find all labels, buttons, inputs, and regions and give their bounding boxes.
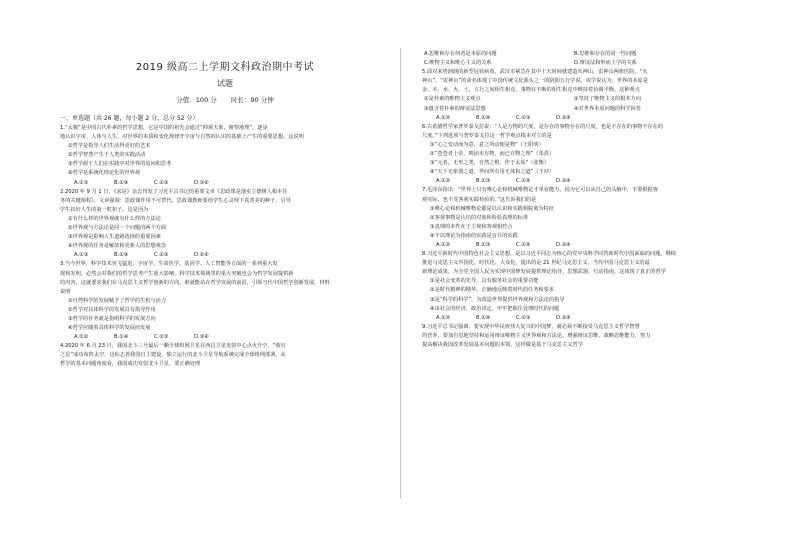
question-option: ②坚持了唯物主义的根本方向 — [574, 96, 641, 103]
question-option: ①自然科学的发展赋予了哲学的生机与活力 — [68, 297, 167, 304]
answer-choice: A.①② — [436, 178, 451, 185]
question-stem-line: 2.2020 年 9 月 1 日，《求是》杂志刊发了习近平总书记的重要文章《思政课是落实立德树人根本任 — [60, 188, 288, 195]
answer-choice: A.①② — [74, 179, 89, 186]
question-option: ②是时代精神的精华，正确地反映着时代的任务和要求 — [430, 287, 554, 294]
question-stem-line: 尺度。”下列选项与普罗泰戈拉这一哲学观点根本对立的是 — [422, 132, 552, 139]
answer-choice: D.③④ — [556, 314, 571, 321]
answer-choice: A.①② — [436, 314, 451, 321]
question-stem-line: 说明 — [60, 288, 71, 295]
carryover-option-row — [422, 59, 752, 68]
answer-choice: D.③④ — [194, 334, 209, 341]
answer-choice: D.③④ — [194, 179, 209, 186]
column-divider — [400, 48, 401, 498]
answer-choice: C.②③ — [154, 179, 169, 186]
section-heading: 一、单选题（共 26 题，每小题 2 分，总分 52 分） — [60, 115, 199, 122]
answer-choice: C.②③ — [516, 114, 531, 121]
time-label: 时长：90 分钟 — [230, 96, 274, 104]
question-option: ②“苍苍者上帝，则固未有物，而已有物之理”（朱熹） — [430, 151, 555, 158]
left-question-1 — [60, 124, 390, 188]
answer-choice: C.②③ — [154, 334, 169, 341]
question-stem-line: 9.习近平总书记强调，要实现中华民族伟大复兴的中国梦，就必须不断接受马克思主义哲学智慧 — [422, 323, 640, 330]
right-question-5 — [422, 323, 752, 350]
question-option-row — [422, 105, 752, 114]
answer-choice: C.②③ — [154, 252, 169, 259]
answer-choice: D.③④ — [556, 241, 571, 248]
question-stem-line: 金、木、水、火、土，五行之间相生相克，事物在不断的相生相克中维持着协调平衡。这种观点 — [422, 87, 640, 94]
question-option: ①“心之变动而为意，意之所动便是物”（王阳明） — [430, 141, 544, 148]
question-option: ③“元者，无形之类，自然之根，作于太始”（张衡） — [430, 160, 549, 167]
question-option: D.辩证法和形而上学的关系 — [574, 60, 637, 67]
right-column — [422, 50, 752, 350]
score-label: 分值：100 分 — [176, 96, 217, 104]
answer-choices — [422, 177, 752, 186]
answer-choices — [60, 251, 390, 260]
exam-title: 2019 级高二上学期文科政治期中考试 — [135, 62, 315, 73]
exam-subtitle: 试题 — [217, 79, 233, 88]
answer-choice: B.①④ — [114, 179, 129, 186]
question-option: ③哲学的任务就是指明科学的发展方向 — [68, 315, 156, 322]
left-question-4 — [60, 342, 390, 369]
question-stem-line: 的内容，这就要求我们在马克思主义哲学创新的方向，谁就能站在哲学发展的前沿，引领当代中国哲学创新发展。材料 — [60, 279, 330, 286]
left-column — [60, 124, 390, 370]
question-stem-line: 6.古希腊哲学家普罗泰戈拉说：“人是万物的尺度，是存在的事物存在的尺度，也是不存在的事物不存在的 — [422, 123, 664, 130]
answer-choice: D.②④ — [194, 252, 209, 259]
question-stem-line: 观实际，也不受客观实践检验的。”这告诉我们的是 — [422, 196, 537, 203]
question-option: ④哲学是系统化理论化的世界观 — [68, 170, 141, 177]
answer-choices — [422, 314, 752, 323]
left-question-2 — [60, 188, 390, 261]
exam-meta — [60, 95, 390, 104]
question-option: ④不以理论为指南的实践是盲目的实践 — [430, 232, 518, 239]
answer-choice: B.①④ — [114, 334, 129, 341]
question-option: B.思维和存在的同一性问题 — [574, 51, 637, 57]
question-option: ④“天下无象器之道，世间所有用无体和之道”（王冲） — [430, 169, 555, 176]
question-option: ②客观事物是认识的对象和检验真理的标准 — [430, 214, 529, 221]
answer-choice: A.①② — [436, 114, 451, 121]
right-question-4 — [422, 250, 752, 323]
answer-choices — [60, 179, 390, 188]
answer-choice: B.①④ — [476, 314, 491, 321]
answer-choice: C.②④ — [516, 178, 531, 185]
question-stem-line: 7.毛泽东指出：“世界上只有唯心论和机械唯物论才单看能力，因为它可以从自己的头脑中，不要根据客 — [422, 187, 658, 194]
right-question-3 — [422, 186, 752, 250]
answer-choice: B.①④ — [114, 252, 129, 259]
question-stem-line: 哲学的基本问题角度看，我国成功发射北斗卫星，要正确处理 — [60, 361, 201, 368]
answer-choice: A.①② — [436, 241, 451, 248]
question-option: C.唯物主义和唯心主义的关系 — [424, 60, 492, 67]
left-question-3 — [60, 260, 390, 342]
question-option: ④对世界本原问题的科学回答 — [574, 105, 641, 112]
question-option-row — [422, 95, 752, 104]
question-stem-line: 提高解决我国改革发展基本问题的本领。这样做是基于马克思主义哲学 — [422, 342, 583, 348]
question-stem-line: 1.“太极”是中国古代朴素的哲学思想，它是中国的祖先会通过“仰观天象，俯察地理”，逐步 — [60, 125, 268, 131]
answer-choice: D.③④ — [556, 178, 571, 185]
carryover-option-row — [422, 50, 752, 59]
question-stem-line: 学生扣好人生的第一粒扣子。这是因为 — [60, 206, 149, 213]
question-option: ④哲学应随着具体科学的发展而发展 — [68, 325, 151, 332]
question-option: ④由社会的经济、政治决定，牢牢把握住处理时代的问题 — [430, 305, 560, 312]
question-stem-line: 的营养，要加自觉地坚持和运用辩证唯物主义世界观和方法论，增强辩证思维、战略思维能力，努力 — [422, 332, 651, 339]
question-option: ②世界观与方法论是同一个问题的两个方面 — [68, 225, 167, 232]
question-option: ①有什么样的世界观就有什么样的方法论 — [68, 215, 161, 222]
question-option: ③蕴含着朴素的辩证法思想 — [424, 105, 486, 112]
answer-choice: D.③④ — [556, 114, 571, 121]
question-option: ④世界观的任务是解放和更新人的思想观念 — [68, 243, 167, 250]
answer-choice: B.①③ — [476, 241, 491, 248]
question-option: ②哲学对具体科学的发展具有指导作用 — [68, 306, 156, 313]
answer-choices — [422, 241, 752, 250]
question-stem-line: 新理论成果，为全党全国人民为实现中国梦发展提供理论指导、思想武器、行动指南。这体现了真正的哲学 — [422, 269, 666, 276]
question-option: ①哲学是指导人们生活得更好的艺术 — [68, 143, 151, 150]
question-stem-line: 之星”成功布阵太空，这标志着我国自主建设、独立运行的北斗卫星导航系统完成全球组网部署。从 — [60, 352, 286, 359]
question-option: ①是朴素的唯物主义观点 — [424, 96, 481, 103]
question-stem-line: 3.当今世界，科学技术突飞猛进，宇宙学、生命医学、基因学、人工智能等方面的一系列重大发 — [60, 261, 278, 268]
question-stem-line: 5.面对来势汹汹的新型冠状病毒，武汉市紧急在其中十天时间就建造火神山、雷神山两座医院。“火 — [422, 69, 648, 76]
question-stem-line: 现和发明，必然会对我们的哲学思考产生重大影响，科学技术领域里的重大突破也会为哲学发展提供新 — [60, 270, 294, 277]
question-stem-line: 地认识宇宙、人体与人生，对世界的本质和变化规律开宇宙与自然的认识的基础上产生的重要思想。这说明 — [60, 134, 304, 141]
question-option: ③哲学源于人们在实践中对世界的追问和思考 — [68, 161, 172, 168]
question-option: ③世界观是影响人生道路选择的重要因素 — [68, 234, 161, 241]
answer-choices — [60, 333, 390, 342]
right-question-2 — [422, 123, 752, 187]
question-stem-line: 8.习近平新时代中国特色社会主义思想，是以习近平同志为核心的党中央科学回答新时代中国面临的问题，继续 — [422, 251, 676, 258]
question-stem-line: 推进马克思主义中国化、时代化、大众化，提出的是 21 世纪马克思主义、当代中国马克思主义的最 — [422, 260, 650, 267]
question-option: ③是“科学的科学”，为改造世界提供世界观和方法论的指导 — [430, 296, 565, 303]
question-option: ①唯心论和机械唯物论都是以认识和实践相脱离为特征 — [430, 205, 554, 212]
question-option: A.思维和存在何者是本原的问题 — [424, 51, 497, 57]
question-option: ①是社会变革的先导，具有服务社会的重要功能 — [430, 278, 539, 285]
answer-choices — [422, 114, 752, 123]
answer-choice: C.②④ — [516, 241, 531, 248]
question-stem-line: 务的关键课程》。文章强调：思政课作用不可替代。思政课教师要给学生心灵埋下真善美的种子，引导 — [60, 197, 291, 204]
question-option: ③真理的本性在于主观和客观相符合 — [430, 223, 513, 230]
question-option: ②哲学智慧产生于人类的实践活动 — [68, 152, 146, 159]
question-stem-line: 神山”、“雷神山”的命名体现了中国传统文化源头之一的阴阳五行学说。该学说认为，世界的本原是 — [422, 78, 648, 85]
answer-choice: B.①④ — [476, 114, 491, 121]
answer-choice: C.②③ — [516, 314, 531, 321]
question-stem-line: 4.2020 年 6 月 23 日，我国北斗三号最后一颗全球组网卫星在西昌卫星发射中心点火升空。“收官 — [60, 343, 286, 350]
answer-choice: A.①② — [74, 334, 89, 341]
answer-choice: B.①③ — [476, 178, 491, 185]
answer-choice: A.①③ — [74, 252, 89, 259]
right-question-1 — [422, 68, 752, 123]
